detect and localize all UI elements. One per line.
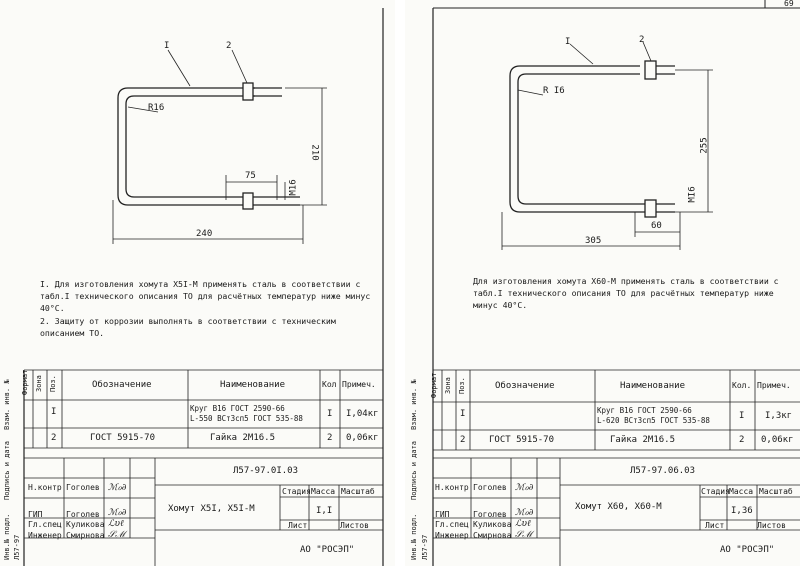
- doc-code: Л57-97.0I.03: [233, 466, 299, 476]
- thread-label: M16: [288, 179, 299, 196]
- doc-code: Л57-97.06.03: [630, 466, 696, 476]
- side-stamp-3: Взам. инв. №: [410, 379, 418, 430]
- signature-3: ℒυℓ: [108, 519, 124, 529]
- role-1: Н.контр: [28, 483, 62, 492]
- clamp-drawing-right: [510, 61, 675, 217]
- thread-label: MI6: [687, 186, 698, 203]
- callout-1-label: I: [164, 41, 170, 51]
- scale-label: Масштаб: [759, 487, 793, 496]
- callout-2-label: 2: [226, 41, 232, 51]
- side-stamp-3: Взам. инв. №: [3, 379, 11, 430]
- row1-name-2: L-550 ВСт3сп5 ГОСТ 535-88: [190, 414, 303, 423]
- row1-pos: I: [51, 407, 57, 417]
- col-pos: Поз.: [458, 377, 466, 394]
- row1-pos: I: [460, 409, 466, 419]
- role-2: ГИП: [435, 510, 450, 519]
- role-4: Инженер: [435, 531, 469, 540]
- col-qty: Кол: [322, 380, 337, 389]
- signature-1: ℳℴ∂: [108, 483, 127, 493]
- signature-2: ℳℴ∂: [108, 508, 127, 518]
- name-3: Куликова: [473, 520, 512, 529]
- col-name: Наименование: [220, 380, 286, 390]
- role-3: Гл.спец: [28, 520, 62, 529]
- stage-label: Стадия: [282, 487, 311, 496]
- signature-2: ℳℴ∂: [515, 508, 534, 518]
- role-4: Инженер: [28, 531, 62, 540]
- signature-1: ℳℴ∂: [515, 483, 534, 493]
- note-2: 2. Защиту от коррозии выполнять в соответствии с техническим описанием ТО.: [40, 316, 336, 338]
- clamp-drawing-left: [118, 83, 300, 209]
- row1-qty: I: [739, 411, 745, 421]
- sheet-label: Лист: [288, 521, 308, 530]
- organization: АО "РОСЭП": [720, 545, 775, 555]
- note-1: Для изготовления хомута Х60-М применять сталь в соответствии с табл.I технического описания ТО для расчётных температур ниже минус 40°С.: [473, 276, 779, 310]
- callout-2-label: 2: [639, 35, 645, 45]
- name-4: Смирнова: [66, 531, 105, 540]
- name-3: Куликова: [66, 520, 105, 529]
- side-stamp-2: Подпись и дата: [3, 440, 11, 500]
- role-1: Н.контр: [435, 483, 469, 492]
- scale-label: Масштаб: [341, 487, 375, 496]
- col-qty: Кол.: [732, 381, 752, 390]
- row2-pos: 2: [51, 433, 57, 443]
- name-1: Гоголев: [66, 483, 100, 492]
- row2-pos: 2: [460, 435, 466, 445]
- row2-name: Гайка 2М16.5: [210, 433, 276, 443]
- col-zone: Зона: [444, 377, 452, 394]
- row2-note: 0,06кг: [346, 433, 379, 443]
- height-dimension: 255: [699, 137, 710, 154]
- width-dimension: 305: [585, 236, 602, 246]
- length-dimension: 60: [651, 221, 662, 231]
- name-2: Гоголев: [66, 510, 100, 519]
- col-name: Наименование: [620, 381, 686, 391]
- col-format: Формат: [430, 372, 438, 398]
- organization: АО "РОСЭП": [300, 545, 355, 555]
- length-dimension: 75: [245, 171, 256, 181]
- sheet-label: Лист: [705, 521, 725, 530]
- side-stamp-4: Л57-97: [13, 534, 21, 560]
- side-stamp-1: Инв.№ подл.: [3, 513, 11, 560]
- drawing-sheet-left: [0, 0, 395, 566]
- side-stamp-1: Инв.№ подл.: [410, 513, 418, 560]
- drawing-sheet-right: [405, 0, 800, 566]
- doc-title: Хомут Х5I, Х5I-М: [168, 504, 255, 514]
- row1-note: I,3кг: [765, 411, 793, 421]
- height-dimension: 210: [309, 144, 320, 161]
- mass-label: Масса: [311, 487, 336, 496]
- col-designation: Обозначение: [495, 381, 555, 391]
- role-3: Гл.спец: [435, 520, 469, 529]
- role-2: ГИП: [28, 510, 43, 519]
- row2-qty: 2: [327, 433, 333, 443]
- col-note: Примеч.: [342, 380, 376, 389]
- mass-value: I,36: [731, 506, 753, 516]
- sheets-label: Листов: [340, 521, 369, 530]
- row1-qty: I: [327, 409, 333, 419]
- sheets-label: Листов: [757, 521, 786, 530]
- page-number: 69: [784, 0, 794, 8]
- radius-label: R16: [148, 103, 165, 113]
- row2-designation: ГОСТ 5915-70: [489, 435, 555, 445]
- mass-value: I,I: [316, 506, 333, 516]
- col-zone: Зона: [35, 375, 43, 392]
- name-1: Гоголев: [473, 483, 507, 492]
- name-4: Смирнова: [473, 531, 512, 540]
- side-stamp-2: Подпись и дата: [410, 440, 418, 500]
- width-dimension: 240: [196, 229, 213, 239]
- radius-label: R I6: [543, 86, 565, 96]
- mass-label: Масса: [729, 487, 754, 496]
- row2-designation: ГОСТ 5915-70: [90, 433, 156, 443]
- row1-name-1: Круг B16 ГОСТ 2590-66: [597, 406, 692, 415]
- col-pos: Поз.: [49, 375, 57, 392]
- stage-label: Стадия: [701, 487, 730, 496]
- callout-1-label: I: [565, 37, 571, 47]
- row1-note: I,04кг: [346, 409, 379, 419]
- col-format: Формат: [21, 369, 29, 395]
- signature-3: ℒυℓ: [515, 519, 531, 529]
- row2-name: Гайка 2М16.5: [610, 435, 676, 445]
- doc-title: Хомут Х60, Х60-М: [575, 502, 662, 512]
- row2-qty: 2: [739, 435, 745, 445]
- side-stamp-4: Л57-97: [421, 534, 429, 560]
- row2-note: 0,06кг: [761, 435, 794, 445]
- row1-name-1: Круг B16 ГОСТ 2590-66: [190, 404, 285, 413]
- col-designation: Обозначение: [92, 380, 152, 390]
- signature-4: 𝒮ℳ: [108, 530, 126, 540]
- col-note: Примеч.: [757, 381, 791, 390]
- row1-name-2: L-620 ВСт3сп5 ГОСТ 535-88: [597, 416, 710, 425]
- signature-4: 𝒮ℳ: [515, 530, 533, 540]
- name-2: Гоголев: [473, 510, 507, 519]
- note-1: I. Для изготовления хомута Х5I-М применять сталь в соответствии с табл.I технического описания ТО для расчётных температур ниже минус 40°С.: [40, 279, 371, 313]
